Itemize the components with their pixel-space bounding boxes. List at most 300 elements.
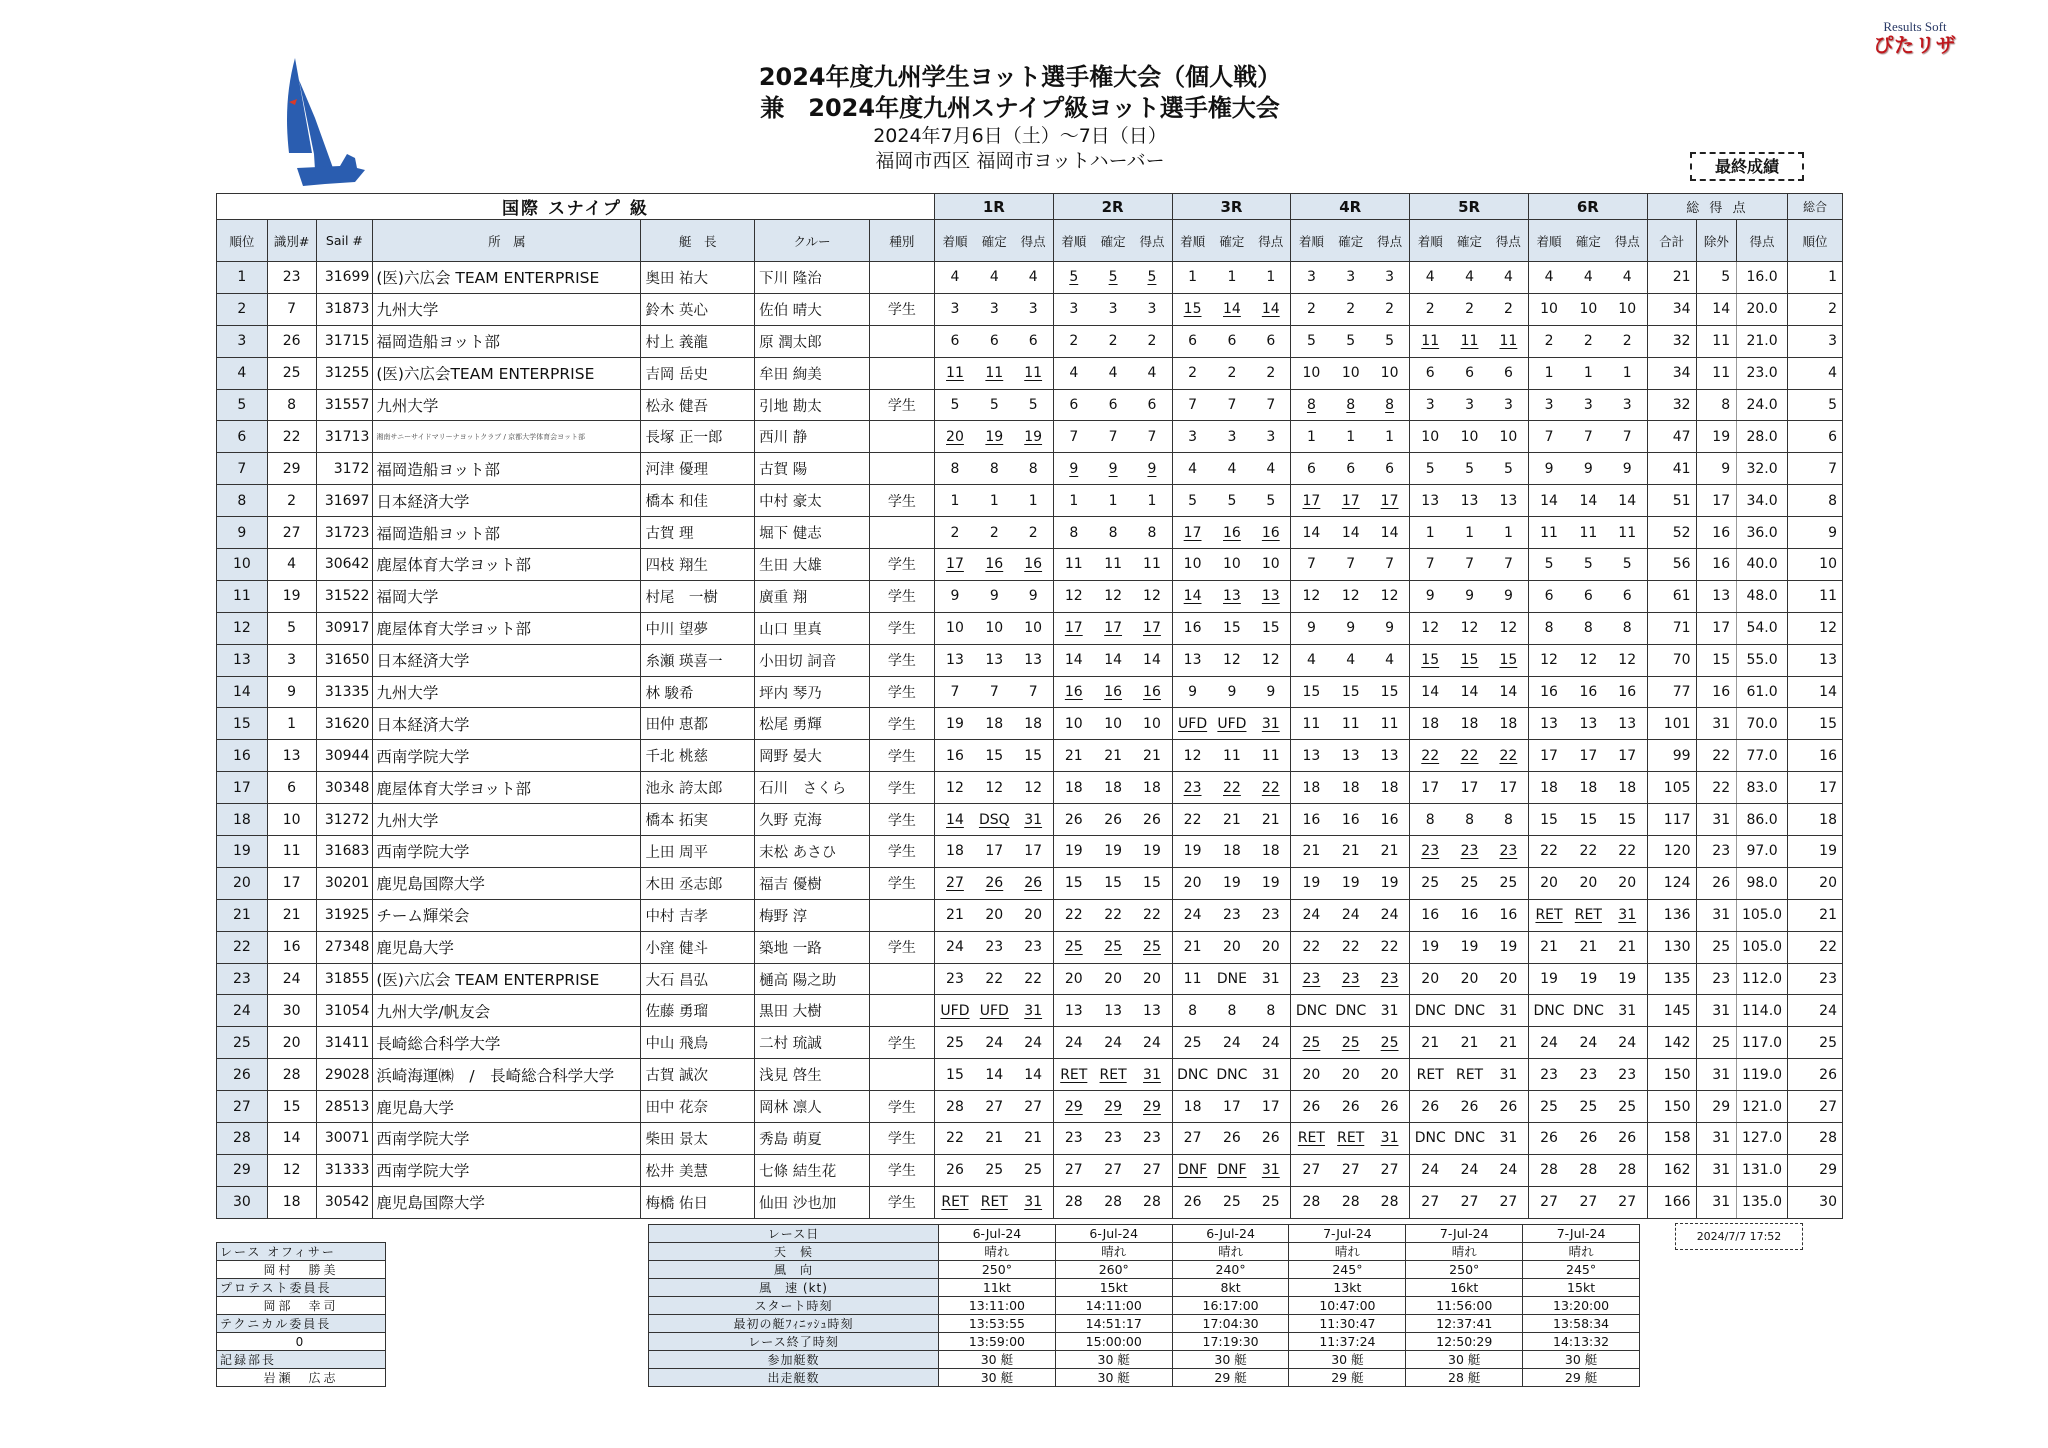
- confirmed-cell: [1094, 1091, 1133, 1123]
- discard-cell: 29: [1696, 1091, 1737, 1123]
- score-value: 7: [1227, 397, 1237, 413]
- col-overall: 順位: [1787, 220, 1842, 262]
- condition-value: 30 艇: [1406, 1351, 1523, 1369]
- col-discard: 除外: [1696, 220, 1737, 262]
- confirmed-cell: [1213, 262, 1252, 294]
- score-value: 14: [985, 1066, 1004, 1083]
- table-row: [217, 676, 1843, 708]
- points-cell: [1251, 1154, 1291, 1186]
- discard-cell: 31: [1696, 1123, 1737, 1155]
- condition-value: 晴れ: [1523, 1243, 1640, 1261]
- condition-value: 13:20:00: [1523, 1297, 1640, 1315]
- category-cell: [869, 325, 934, 357]
- score-value: 31: [1024, 1002, 1043, 1019]
- finish-cell: [1528, 644, 1569, 676]
- confirmed-cell: [1331, 1027, 1370, 1059]
- col-confirmed: 確定: [1450, 220, 1489, 262]
- score-value: 31: [1499, 1130, 1518, 1147]
- points-cell: [1608, 708, 1648, 740]
- table-row: [217, 963, 1843, 995]
- confirmed-cell: [1094, 1186, 1133, 1218]
- score-value: 13: [1261, 588, 1280, 605]
- rank-cell: 5: [217, 389, 268, 421]
- points-cell: [1608, 740, 1648, 772]
- score-value: 19: [1499, 939, 1518, 956]
- points-cell: [1014, 262, 1054, 294]
- rank-cell: 23: [217, 963, 268, 995]
- finish-cell: [934, 995, 975, 1027]
- points-cell: [1132, 1123, 1172, 1155]
- finish-cell: [1291, 1059, 1332, 1091]
- sail-number-cell: 30944: [316, 740, 373, 772]
- score-value: 21: [1104, 747, 1123, 764]
- points-cell: [1489, 453, 1529, 485]
- net-points-cell: 105.0: [1737, 899, 1788, 931]
- finish-cell: [934, 517, 975, 549]
- score-value: 15: [1143, 875, 1161, 892]
- skipper-cell: 古賀 誠次: [641, 1059, 755, 1091]
- finish-cell: [1291, 389, 1332, 421]
- confirmed-cell: [1331, 1186, 1370, 1218]
- score-value: 21: [1261, 811, 1280, 828]
- confirmed-cell: [1213, 644, 1252, 676]
- finish-cell: [934, 644, 975, 676]
- condition-value: 30 艇: [939, 1369, 1056, 1387]
- score-value: 5: [1266, 492, 1276, 509]
- col-finish: 着順: [1291, 220, 1332, 262]
- score-value: 19: [1341, 875, 1360, 892]
- finish-cell: [1172, 1123, 1213, 1155]
- finish-cell: [1291, 421, 1332, 453]
- confirmed-cell: [1569, 612, 1608, 644]
- points-cell: [1132, 421, 1172, 453]
- score-value: 2: [1503, 301, 1513, 318]
- id-cell: 8: [267, 389, 316, 421]
- score-value: 27: [946, 875, 964, 892]
- net-points-cell: 32.0: [1737, 453, 1788, 485]
- finish-cell: [1528, 963, 1569, 995]
- table-row: [217, 485, 1843, 517]
- finish-cell: [934, 963, 975, 995]
- score-value: 12: [1024, 779, 1043, 796]
- finish-cell: [1528, 836, 1569, 868]
- id-cell: 29: [267, 453, 316, 485]
- score-value: 10: [946, 620, 964, 637]
- points-cell: [1370, 804, 1410, 836]
- finish-cell: [934, 293, 975, 325]
- confirmed-cell: [1094, 580, 1133, 612]
- score-value: 27: [1460, 1194, 1479, 1211]
- score-value: 3: [1266, 428, 1276, 445]
- score-value: 19: [1064, 843, 1083, 860]
- points-cell: [1132, 549, 1172, 581]
- id-cell: 25: [267, 357, 316, 389]
- score-value: 3: [950, 301, 960, 318]
- score-value: 18: [1499, 715, 1518, 732]
- score-value: 14: [1499, 684, 1518, 701]
- col-affiliation: 所 属: [373, 220, 641, 262]
- score-value: 7: [1425, 556, 1435, 573]
- overall-rank-cell: 9: [1787, 517, 1842, 549]
- confirmed-cell: [1450, 1186, 1489, 1218]
- condition-value: 8kt: [1172, 1279, 1289, 1297]
- finish-cell: [1410, 549, 1451, 581]
- affiliation-cell: 西南学院大学: [373, 1154, 641, 1186]
- finish-cell: [1410, 325, 1451, 357]
- finish-cell: [934, 262, 975, 294]
- score-value: 15: [1579, 811, 1598, 828]
- confirmed-cell: [975, 389, 1014, 421]
- score-value: 5: [1306, 333, 1316, 350]
- id-cell: 11: [267, 836, 316, 868]
- score-value: 13: [1618, 715, 1637, 732]
- points-cell: [1608, 772, 1648, 804]
- score-value: 20: [946, 428, 964, 445]
- score-value: 2: [1465, 301, 1475, 318]
- score-value: 13: [1143, 1002, 1161, 1019]
- crew-cell: 佐伯 晴大: [755, 293, 870, 325]
- col-crew: クルー: [755, 220, 870, 262]
- finish-cell: [1528, 804, 1569, 836]
- score-value: DNC: [1454, 1002, 1486, 1019]
- col-skipper: 艇 長: [641, 220, 755, 262]
- finish-cell: [1528, 325, 1569, 357]
- points-cell: [1132, 676, 1172, 708]
- score-value: 1: [1385, 428, 1395, 445]
- score-value: 12: [985, 779, 1004, 796]
- confirmed-cell: [1094, 517, 1133, 549]
- score-value: 14: [1261, 301, 1280, 318]
- net-points-cell: 20.0: [1737, 293, 1788, 325]
- rank-cell: 22: [217, 931, 268, 963]
- score-value: 9: [1266, 684, 1276, 701]
- net-points-cell: 36.0: [1737, 517, 1788, 549]
- condition-label: スタート時刻: [649, 1297, 939, 1315]
- id-cell: 6: [267, 772, 316, 804]
- confirmed-cell: [1094, 931, 1133, 963]
- condition-value: 30 艇: [1055, 1369, 1172, 1387]
- confirmed-cell: [1450, 1091, 1489, 1123]
- condition-value: 13:58:34: [1523, 1315, 1640, 1333]
- score-value: 19: [1460, 939, 1479, 956]
- confirmed-cell: [1569, 549, 1608, 581]
- skipper-cell: 四枝 翔生: [641, 549, 755, 581]
- finish-cell: [1291, 453, 1332, 485]
- finish-cell: [1410, 1027, 1451, 1059]
- score-value: 29: [1143, 1098, 1161, 1115]
- sail-number-cell: 31557: [316, 389, 373, 421]
- overall-rank-cell: 19: [1787, 836, 1842, 868]
- score-value: 11: [1618, 524, 1637, 541]
- crew-cell: 末松 あさひ: [755, 836, 870, 868]
- score-value: 6: [1425, 365, 1435, 382]
- condition-row: [649, 1243, 1640, 1261]
- score-value: 21: [1064, 747, 1083, 764]
- points-cell: [1014, 453, 1054, 485]
- race-header-4: 4R: [1291, 194, 1410, 220]
- skipper-cell: 奥田 祐大: [641, 262, 755, 294]
- total-cell: 150: [1647, 1091, 1696, 1123]
- score-value: 20: [1024, 907, 1043, 924]
- score-value: 4: [1465, 269, 1475, 286]
- score-value: 11: [1183, 971, 1202, 988]
- points-cell: [1014, 867, 1054, 899]
- score-value: 27: [1341, 1162, 1360, 1179]
- col-rank: 順位: [217, 220, 268, 262]
- score-value: 17: [1579, 747, 1598, 764]
- score-value: UFD: [1178, 715, 1208, 732]
- score-value: 24: [1143, 1034, 1161, 1051]
- score-value: 16: [1540, 684, 1558, 701]
- score-value: 21: [1143, 747, 1161, 764]
- score-value: 7: [1622, 428, 1632, 445]
- crew-cell: 西川 静: [755, 421, 870, 453]
- score-value: 8: [1188, 1002, 1198, 1019]
- crew-cell: 中村 豪太: [755, 485, 870, 517]
- score-value: 22: [1540, 843, 1558, 860]
- crew-cell: 福吉 優樹: [755, 867, 870, 899]
- class-name: 国際 スナイプ 級: [217, 194, 935, 220]
- score-value: 12: [1183, 747, 1202, 764]
- total-cell: 130: [1647, 931, 1696, 963]
- score-value: 10: [1183, 556, 1202, 573]
- table-row: [217, 804, 1843, 836]
- rank-cell: 6: [217, 421, 268, 453]
- finish-cell: [1528, 580, 1569, 612]
- col-finish: 着順: [934, 220, 975, 262]
- finish-cell: [1528, 389, 1569, 421]
- score-value: 5: [1385, 333, 1395, 350]
- score-value: 14: [1183, 588, 1202, 605]
- score-value: 12: [1579, 652, 1598, 669]
- discard-cell: 16: [1696, 676, 1737, 708]
- score-value: 20: [1421, 971, 1440, 988]
- score-value: 24: [1421, 1162, 1440, 1179]
- score-value: 22: [1341, 939, 1360, 956]
- score-value: 10: [1421, 428, 1440, 445]
- category-cell: 学生: [869, 644, 934, 676]
- confirmed-cell: [1213, 325, 1252, 357]
- score-value: 5: [1503, 460, 1513, 477]
- finish-cell: [1410, 644, 1451, 676]
- results-body: [217, 262, 1843, 1219]
- score-value: 14: [1579, 492, 1598, 509]
- points-cell: [1132, 931, 1172, 963]
- col-finish: 着順: [1172, 220, 1213, 262]
- finish-cell: [1053, 740, 1094, 772]
- category-cell: [869, 1059, 934, 1091]
- score-value: 25: [1618, 1098, 1637, 1115]
- overall-rank-cell: 6: [1787, 421, 1842, 453]
- points-cell: [1251, 549, 1291, 581]
- condition-label: レース終了時刻: [649, 1333, 939, 1351]
- affiliation-cell: 福岡造船ヨット部: [373, 517, 641, 549]
- id-cell: 13: [267, 740, 316, 772]
- score-value: 16: [1223, 524, 1241, 541]
- confirmed-cell: [1450, 421, 1489, 453]
- condition-value: 245°: [1523, 1261, 1640, 1279]
- score-value: 9: [1346, 620, 1356, 637]
- finish-cell: [934, 1059, 975, 1091]
- finish-cell: [1172, 549, 1213, 581]
- score-value: 29: [1104, 1098, 1123, 1115]
- finish-cell: [1528, 262, 1569, 294]
- score-value: 25: [1104, 939, 1123, 956]
- net-points-cell: 83.0: [1737, 772, 1788, 804]
- score-value: 14: [1143, 652, 1161, 669]
- confirmed-cell: [1094, 1154, 1133, 1186]
- score-value: 12: [1540, 652, 1558, 669]
- confirmed-cell: [1094, 357, 1133, 389]
- score-value: 17: [1499, 779, 1518, 796]
- score-value: DNC: [1572, 1002, 1604, 1019]
- points-cell: [1489, 836, 1529, 868]
- score-value: 27: [1380, 1162, 1399, 1179]
- overall-rank-cell: 18: [1787, 804, 1842, 836]
- confirmed-cell: [1094, 995, 1133, 1027]
- confirmed-cell: [1331, 262, 1370, 294]
- score-value: 16: [1024, 556, 1043, 573]
- score-value: 28: [1579, 1162, 1598, 1179]
- score-value: 25: [1499, 875, 1518, 892]
- affiliation-cell: 福岡造船ヨット部: [373, 325, 641, 357]
- condition-value: 6-Jul-24: [1172, 1225, 1289, 1243]
- score-value: 15: [1380, 684, 1399, 701]
- finish-cell: [1528, 421, 1569, 453]
- points-cell: [1251, 293, 1291, 325]
- score-value: DNC: [1414, 1130, 1446, 1147]
- score-value: 23: [1143, 1130, 1161, 1147]
- sail-number-cell: 31650: [316, 644, 373, 676]
- overall-rank-cell: 8: [1787, 485, 1842, 517]
- condition-value: 7-Jul-24: [1523, 1225, 1640, 1243]
- score-value: 3: [1069, 301, 1079, 318]
- finish-cell: [1172, 325, 1213, 357]
- score-value: 31: [1143, 1066, 1161, 1083]
- points-cell: [1608, 517, 1648, 549]
- discard-cell: 31: [1696, 899, 1737, 931]
- sail-number-cell: 31333: [316, 1154, 373, 1186]
- score-value: 23: [1341, 971, 1360, 988]
- id-cell: 2: [267, 485, 316, 517]
- confirmed-cell: [1450, 1059, 1489, 1091]
- finish-cell: [1053, 676, 1094, 708]
- score-value: 15: [1183, 301, 1202, 318]
- score-value: 10: [1499, 428, 1518, 445]
- finish-cell: [1528, 1154, 1569, 1186]
- score-value: 23: [1024, 939, 1043, 956]
- score-value: 16: [1104, 684, 1123, 701]
- score-value: 26: [1302, 1098, 1321, 1115]
- confirmed-cell: [1569, 389, 1608, 421]
- confirmed-cell: [1450, 708, 1489, 740]
- score-value: 11: [1460, 333, 1479, 350]
- score-value: 27: [1183, 1130, 1202, 1147]
- officer-name: 岡部 幸司: [217, 1297, 386, 1315]
- confirmed-cell: [1569, 453, 1608, 485]
- points-cell: [1370, 517, 1410, 549]
- net-points-cell: 61.0: [1737, 676, 1788, 708]
- points-cell: [1489, 740, 1529, 772]
- score-value: 18: [1540, 779, 1558, 796]
- points-cell: [1370, 772, 1410, 804]
- total-cell: 47: [1647, 421, 1696, 453]
- points-cell: [1132, 1059, 1172, 1091]
- total-cell: 158: [1647, 1123, 1696, 1155]
- confirmed-cell: [1331, 676, 1370, 708]
- score-value: DNC: [1177, 1066, 1209, 1083]
- score-value: 26: [1024, 875, 1043, 892]
- points-cell: [1608, 963, 1648, 995]
- score-value: 16: [1618, 684, 1637, 701]
- net-points-cell: 121.0: [1737, 1091, 1788, 1123]
- confirmed-cell: [975, 1186, 1014, 1218]
- confirmed-cell: [1213, 804, 1252, 836]
- confirmed-cell: [975, 899, 1014, 931]
- score-value: 22: [1024, 971, 1043, 988]
- finish-cell: [1410, 740, 1451, 772]
- skipper-cell: 鈴木 英心: [641, 293, 755, 325]
- points-cell: [1370, 262, 1410, 294]
- finish-cell: [1528, 931, 1569, 963]
- discard-cell: 16: [1696, 517, 1737, 549]
- points-cell: [1608, 644, 1648, 676]
- score-value: 5: [1108, 269, 1118, 286]
- finish-cell: [1528, 1186, 1569, 1218]
- overall-rank-cell: 1: [1787, 262, 1842, 294]
- confirmed-cell: [1094, 421, 1133, 453]
- score-value: DNC: [1335, 1002, 1367, 1019]
- score-value: 2: [989, 524, 999, 541]
- score-value: 11: [1579, 524, 1598, 541]
- score-value: 23: [1460, 843, 1479, 860]
- score-value: 27: [1104, 1162, 1123, 1179]
- confirmed-cell: [1331, 804, 1370, 836]
- confirmed-cell: [1450, 963, 1489, 995]
- score-value: 3: [1147, 301, 1157, 318]
- finish-cell: [1053, 899, 1094, 931]
- score-value: 9: [1227, 684, 1237, 701]
- score-value: 25: [1024, 1162, 1043, 1179]
- finish-cell: [1172, 1027, 1213, 1059]
- confirmed-cell: [1569, 899, 1608, 931]
- finish-cell: [1291, 1123, 1332, 1155]
- finish-cell: [934, 1186, 975, 1218]
- points-cell: [1489, 357, 1529, 389]
- finish-cell: [1053, 1186, 1094, 1218]
- score-value: 2: [1108, 333, 1118, 350]
- discard-cell: 31: [1696, 708, 1737, 740]
- finish-cell: [1291, 1154, 1332, 1186]
- category-cell: 学生: [869, 931, 934, 963]
- score-value: 1: [1465, 524, 1475, 541]
- confirmed-cell: [1331, 644, 1370, 676]
- condition-value: 晴れ: [1406, 1243, 1523, 1261]
- id-cell: 15: [267, 1091, 316, 1123]
- points-cell: [1251, 1186, 1291, 1218]
- total-cell: 32: [1647, 325, 1696, 357]
- table-row: [217, 1154, 1843, 1186]
- score-value: 8: [1108, 524, 1118, 541]
- rank-cell: 21: [217, 899, 268, 931]
- score-value: 12: [1261, 652, 1280, 669]
- score-value: 5: [1622, 556, 1632, 573]
- score-value: 15: [1421, 652, 1440, 669]
- points-cell: [1014, 1091, 1054, 1123]
- condition-value: 15kt: [1523, 1279, 1640, 1297]
- score-value: 15: [1499, 652, 1518, 669]
- confirmed-cell: [1450, 549, 1489, 581]
